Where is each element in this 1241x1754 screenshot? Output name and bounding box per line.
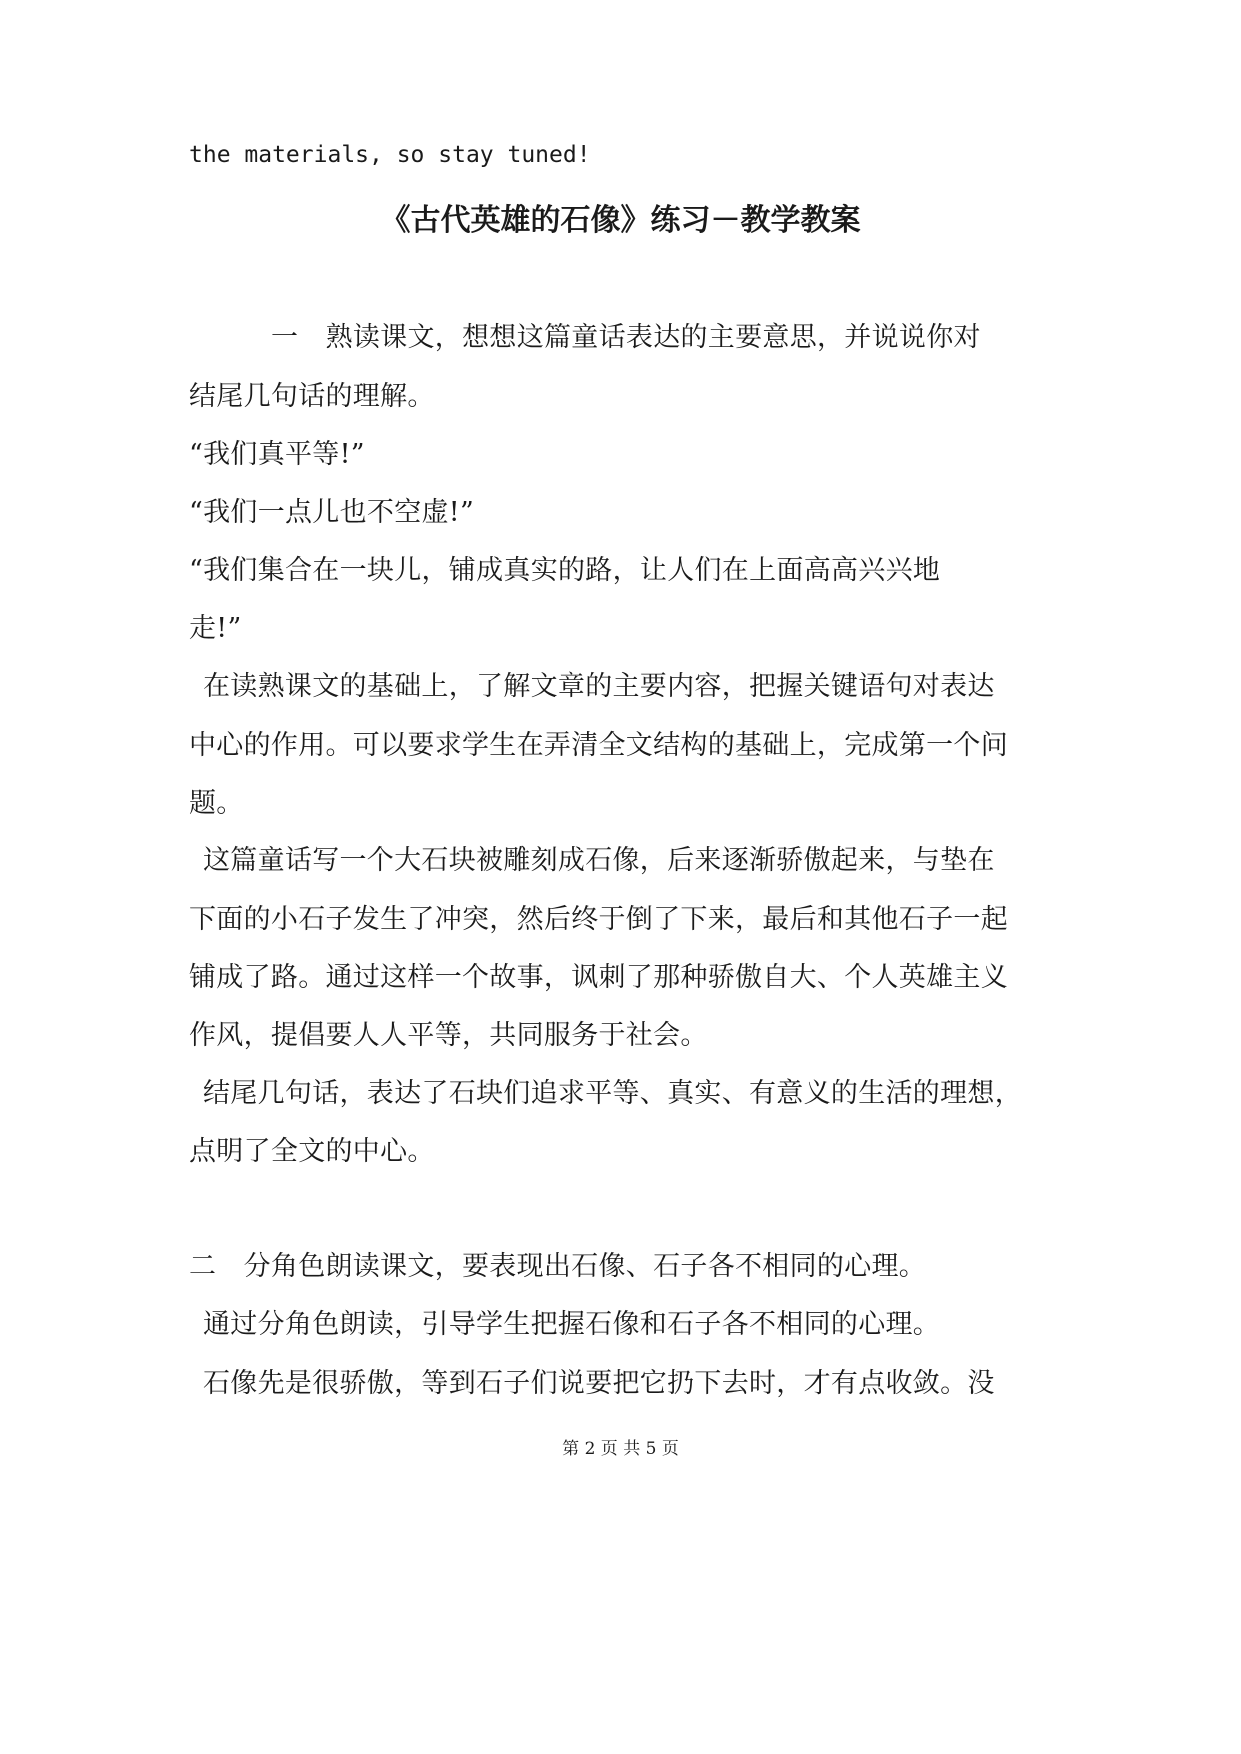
paragraph-2-line2: 下面的小石子发生了冲突，然后终于倒了下来，最后和其他石子一起 xyxy=(189,904,1008,935)
paragraph-1-line2: 中心的作用。可以要求学生在弄清全文结构的基础上，完成第一个问 xyxy=(189,730,1008,761)
document-title: 《古代英雄的石像》练习－教学教案 xyxy=(380,203,861,238)
section1-heading-line2: 结尾几句话的理解。 xyxy=(189,381,435,412)
page-footer: 第 2 页 共 5 页 xyxy=(562,1439,679,1459)
paragraph-3-line1: 结尾几句话，表达了石块们追求平等、真实、有意义的生活的理想， xyxy=(203,1078,1022,1109)
quote-3-line1: “我们集合在一块儿，铺成真实的路，让人们在上面高高兴兴地 xyxy=(189,555,941,586)
section2-paragraph-1: 通过分角色朗读，引导学生把握石像和石子各不相同的心理。 xyxy=(203,1309,941,1340)
paragraph-3-line2: 点明了全文的中心。 xyxy=(189,1136,435,1167)
intro-text: the materials, so stay tuned! xyxy=(189,142,591,168)
quote-1: “我们真平等!” xyxy=(189,439,365,470)
quote-3-line2: 走!” xyxy=(189,613,242,644)
section2-paragraph-2-line1: 石像先是很骄傲，等到石子们说要把它扔下去时，才有点收敛。没 xyxy=(203,1368,995,1399)
paragraph-1-line3: 题。 xyxy=(189,788,244,819)
paragraph-1-line1: 在读熟课文的基础上，了解文章的主要内容，把握关键语句对表达 xyxy=(203,671,995,702)
paragraph-2-line4: 作风，提倡要人人平等，共同服务于社会。 xyxy=(189,1020,708,1051)
section1-heading-line1: 一 熟读课文，想想这篇童话表达的主要意思，并说说你对 xyxy=(271,322,981,353)
paragraph-2-line1: 这篇童话写一个大石块被雕刻成石像，后来逐渐骄傲起来，与垫在 xyxy=(203,845,995,876)
quote-2: “我们一点儿也不空虚!” xyxy=(189,497,475,528)
paragraph-2-line3: 铺成了路。通过这样一个故事，讽刺了那种骄傲自大、个人英雄主义 xyxy=(189,962,1008,993)
section2-heading: 二 分角色朗读课文，要表现出石像、石子各不相同的心理。 xyxy=(189,1251,927,1282)
